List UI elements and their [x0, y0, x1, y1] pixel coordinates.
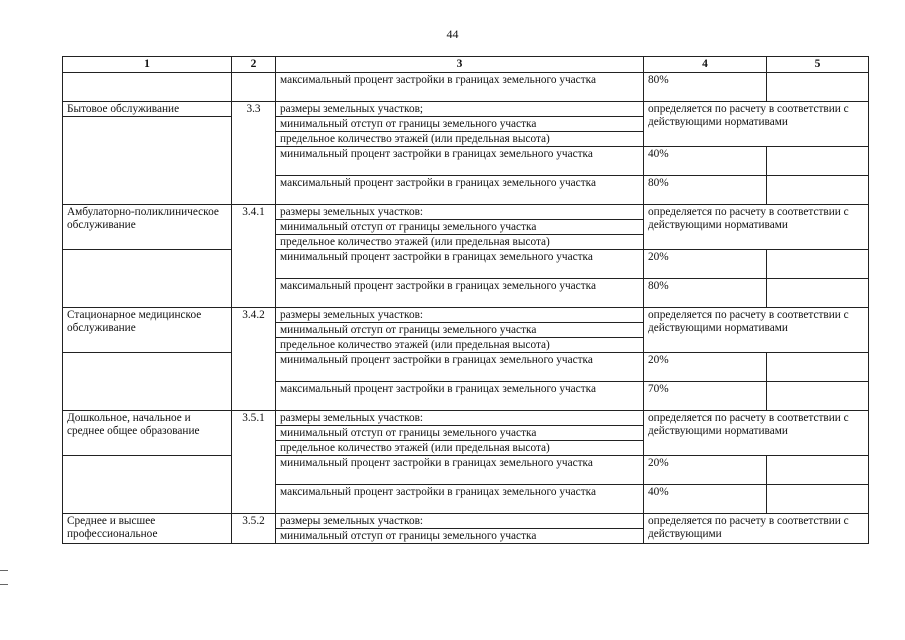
table-row	[63, 102, 869, 117]
param-label: максимальный процент застройки в границах земельного участка	[276, 485, 644, 514]
calc-text: определяется по расчету в соответствии с действующими нормативами	[644, 205, 869, 250]
param-value: 80%	[644, 279, 767, 308]
calc-text: определяется по расчету в соответствии с действующими нормативами	[644, 102, 869, 147]
param-label: минимальный отступ от границы земельного участка	[276, 117, 644, 132]
use-code-cell: 3.5.1	[232, 411, 276, 514]
calc-text: определяется по расчету в соответствии с действующими нормативами	[644, 411, 869, 456]
empty-cell	[767, 176, 869, 205]
empty-cell	[767, 147, 869, 176]
zoning-parameters-table	[62, 56, 869, 544]
param-label: минимальный процент застройки в границах земельного участка	[276, 250, 644, 279]
use-name-cell: Среднее и высшее профессиональное	[63, 514, 232, 544]
param-value: 20%	[644, 353, 767, 382]
param-value: 70%	[644, 382, 767, 411]
use-name-cell: Амбулаторно-поликлиническое обслуживание	[63, 205, 232, 250]
table-row	[63, 514, 869, 529]
table-row	[63, 353, 869, 382]
param-label: минимальный процент застройки в границах земельного участка	[276, 456, 644, 485]
use-name-cell	[63, 456, 232, 514]
param-value: 80%	[644, 73, 767, 102]
param-label: максимальный процент застройки в границах земельного участка	[276, 176, 644, 205]
param-label: минимальный отступ от границы земельного участка	[276, 323, 644, 338]
param-value: 20%	[644, 456, 767, 485]
param-value: 40%	[644, 147, 767, 176]
use-name-cell: Бытовое обслуживание	[63, 102, 232, 117]
table-row	[63, 250, 869, 279]
empty-cell	[767, 382, 869, 411]
page-edge-mark	[0, 570, 8, 571]
empty-cell	[767, 485, 869, 514]
param-label: максимальный процент застройки в границах земельного участка	[276, 279, 644, 308]
use-code-cell: 3.5.2	[232, 514, 276, 544]
param-label: размеры земельных участков:	[276, 308, 644, 323]
param-label: размеры земельных участков:	[276, 411, 644, 426]
use-name-cell: Дошкольное, начальное и среднее общее образование	[63, 411, 232, 456]
empty-cell	[767, 73, 869, 102]
header-col-5: 5	[767, 57, 869, 73]
use-name-cell	[63, 117, 232, 205]
page-edge-mark	[0, 584, 8, 585]
table-row	[63, 308, 869, 323]
param-label: размеры земельных участков;	[276, 102, 644, 117]
param-label: размеры земельных участков:	[276, 514, 644, 529]
empty-cell	[767, 250, 869, 279]
param-label: минимальный отступ от границы земельного участка	[276, 426, 644, 441]
use-name-cell	[63, 250, 232, 308]
param-label: размеры земельных участков:	[276, 205, 644, 220]
param-label: предельное количество этажей (или предельная высота)	[276, 235, 644, 250]
header-row	[63, 57, 869, 73]
use-code-cell	[232, 73, 276, 102]
use-code-cell: 3.4.1	[232, 205, 276, 308]
empty-cell	[767, 353, 869, 382]
calc-text: определяется по расчету в соответствии с действующими	[644, 514, 869, 544]
param-label: предельное количество этажей (или предельная высота)	[276, 338, 644, 353]
param-label: предельное количество этажей (или предельная высота)	[276, 441, 644, 456]
table-row	[63, 456, 869, 485]
param-label: минимальный отступ от границы земельного участка	[276, 529, 644, 544]
header-col-3: 3	[276, 57, 644, 73]
use-name-cell	[63, 353, 232, 411]
use-name-cell	[63, 73, 232, 102]
param-label: минимальный процент застройки в границах земельного участка	[276, 147, 644, 176]
header-col-2: 2	[232, 57, 276, 73]
page-number: 44	[446, 27, 459, 41]
param-value: 20%	[644, 250, 767, 279]
table-row	[63, 205, 869, 220]
header-col-1: 1	[63, 57, 232, 73]
param-label: максимальный процент застройки в границах земельного участка	[276, 382, 644, 411]
calc-text: определяется по расчету в соответствии с действующими нормативами	[644, 308, 869, 353]
empty-cell	[767, 279, 869, 308]
use-code-cell: 3.4.2	[232, 308, 276, 411]
table-row	[63, 73, 869, 102]
table-row	[63, 411, 869, 426]
param-value: 40%	[644, 485, 767, 514]
param-label: предельное количество этажей (или предельная высота)	[276, 132, 644, 147]
use-name-cell: Стационарное медицинское обслуживание	[63, 308, 232, 353]
use-code-cell: 3.3	[232, 102, 276, 205]
header-col-4: 4	[644, 57, 767, 73]
empty-cell	[767, 456, 869, 485]
param-label: минимальный отступ от границы земельного участка	[276, 220, 644, 235]
param-label: максимальный процент застройки в границах земельного участка	[276, 73, 644, 102]
param-label: минимальный процент застройки в границах земельного участка	[276, 353, 644, 382]
param-value: 80%	[644, 176, 767, 205]
